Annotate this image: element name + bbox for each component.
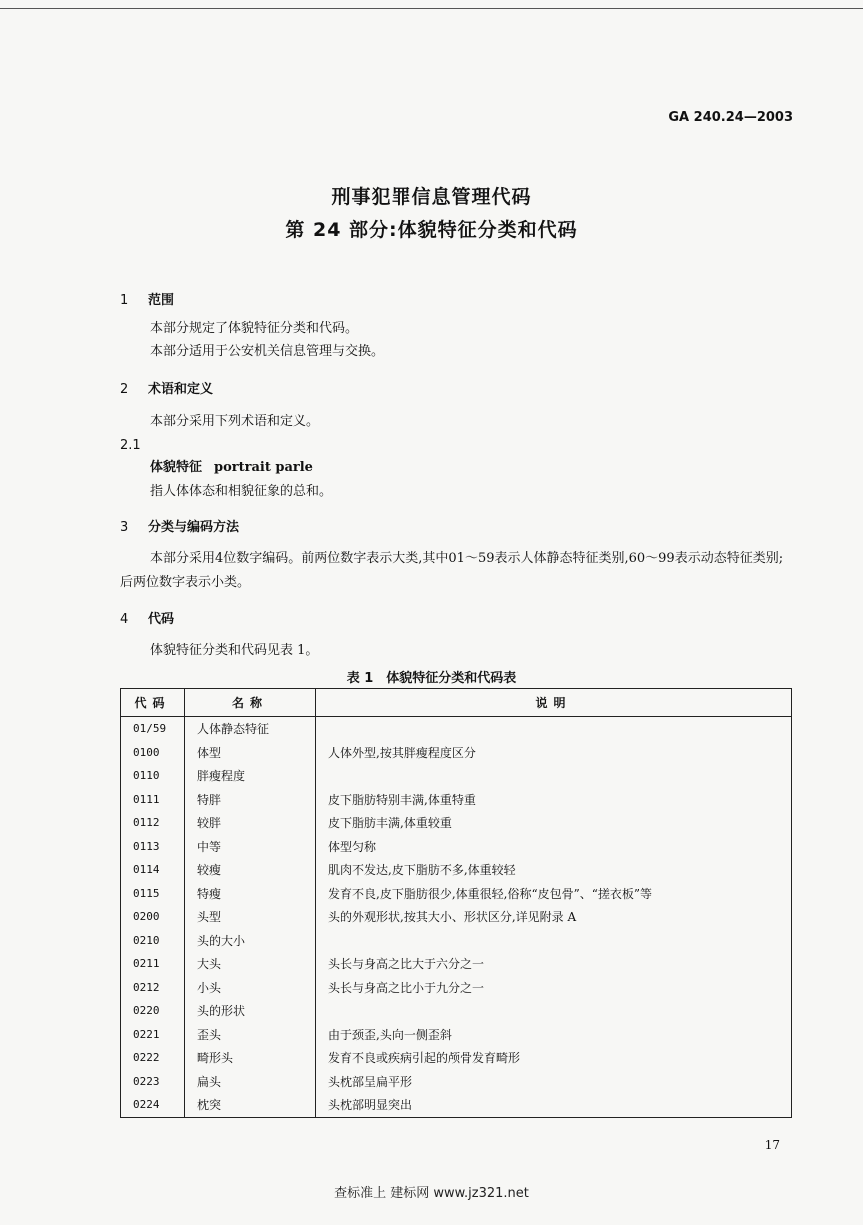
header-name: 名称 — [185, 689, 316, 717]
cell-name: 头型 — [185, 905, 316, 929]
cell-code: 0100 — [121, 741, 185, 765]
top-rule — [0, 8, 863, 9]
cell-code: 0200 — [121, 905, 185, 929]
cell-code: 0211 — [121, 952, 185, 976]
cell-description — [316, 764, 792, 788]
cell-description: 皮下脂肪特别丰满,体重特重 — [316, 788, 792, 812]
cell-code: 0114 — [121, 858, 185, 882]
cell-code: 0223 — [121, 1070, 185, 1094]
document-title-line1: 刑事犯罪信息管理代码 — [331, 186, 532, 208]
cell-code: 0220 — [121, 999, 185, 1023]
cell-description: 人体外型,按其胖瘦程度区分 — [316, 741, 792, 765]
table-row — [121, 741, 792, 765]
section-3-heading — [120, 516, 239, 535]
cell-code: 0111 — [121, 788, 185, 812]
table-row — [121, 882, 792, 906]
table-row — [121, 811, 792, 835]
cell-name: 特瘦 — [185, 882, 316, 906]
table-body — [121, 717, 792, 1118]
cell-name: 较瘦 — [185, 858, 316, 882]
term-english: portrait parle — [214, 460, 313, 475]
table-row — [121, 1046, 792, 1070]
cell-description: 头枕部呈扁平形 — [316, 1070, 792, 1094]
cell-code: 0222 — [121, 1046, 185, 1070]
table-row — [121, 952, 792, 976]
cell-code: 0224 — [121, 1093, 185, 1117]
cell-name: 胖瘦程度 — [185, 764, 316, 788]
cell-name: 扁头 — [185, 1070, 316, 1094]
section-number: 3 — [120, 520, 129, 535]
section-4-paragraph: 体貌特征分类和代码见表 1。 — [150, 643, 319, 658]
cell-description — [316, 717, 792, 741]
section-number: 4 — [120, 612, 129, 627]
cell-description: 发育不良,皮下脂肪很少,体重很轻,俗称“皮包骨”、“搓衣板”等 — [316, 882, 792, 906]
table-header-row — [121, 689, 792, 717]
section-2-heading — [120, 378, 213, 397]
cell-description: 由于颈歪,头向一侧歪斜 — [316, 1023, 792, 1047]
section-4-heading — [120, 608, 174, 627]
cell-code: 0212 — [121, 976, 185, 1000]
term-entry — [150, 458, 313, 478]
table-row — [121, 905, 792, 929]
section-1-heading — [120, 289, 174, 308]
header-description: 说明 — [316, 689, 792, 717]
cell-name: 枕突 — [185, 1093, 316, 1117]
cell-name: 歪头 — [185, 1023, 316, 1047]
cell-description: 体型匀称 — [316, 835, 792, 859]
table-row — [121, 717, 792, 741]
table-row — [121, 835, 792, 859]
table-caption: 表 1 体貌特征分类和代码表 — [346, 671, 517, 686]
cell-name: 头的形状 — [185, 999, 316, 1023]
cell-description: 头长与身高之比小于九分之一 — [316, 976, 792, 1000]
cell-name: 大头 — [185, 952, 316, 976]
cell-name: 小头 — [185, 976, 316, 1000]
cell-description: 头枕部明显突出 — [316, 1093, 792, 1117]
subsection-number: 2.1 — [120, 438, 141, 453]
cell-code: 0221 — [121, 1023, 185, 1047]
section-title: 范围 — [148, 293, 175, 308]
cell-description — [316, 929, 792, 953]
table-row — [121, 1093, 792, 1117]
section-3-paragraph: 本部分采用4位数字编码。前两位数字表示大类,其中01～59表示人体静态特征类别,60～99表示动态特征类别;后两位数字表示小类。 — [120, 551, 784, 590]
cell-name: 头的大小 — [185, 929, 316, 953]
section-title: 术语和定义 — [148, 382, 214, 397]
cell-name: 中等 — [185, 835, 316, 859]
standard-number: GA 240.24—2003 — [668, 110, 793, 125]
section-1-paragraph-2: 本部分适用于公安机关信息管理与交换。 — [150, 344, 385, 359]
table-row — [121, 929, 792, 953]
cell-name: 较胖 — [185, 811, 316, 835]
section-2-paragraph-1: 本部分采用下列术语和定义。 — [150, 414, 320, 429]
cell-code: 0115 — [121, 882, 185, 906]
cell-description — [316, 999, 792, 1023]
cell-description: 头长与身高之比大于六分之一 — [316, 952, 792, 976]
footer-watermark: 查标准上 建标网 www.jz321.net — [334, 1186, 529, 1201]
term-chinese: 体貌特征 — [150, 460, 203, 475]
table-row — [121, 976, 792, 1000]
cell-description: 头的外观形状,按其大小、形状区分,详见附录 A — [316, 905, 792, 929]
document-title-line2: 第 24 部分:体貌特征分类和代码 — [285, 219, 578, 241]
table-row — [121, 1070, 792, 1094]
cell-description: 肌肉不发达,皮下脂肪不多,体重较轻 — [316, 858, 792, 882]
cell-description: 发育不良或疾病引起的颅骨发育畸形 — [316, 1046, 792, 1070]
cell-code: 0210 — [121, 929, 185, 953]
cell-name: 体型 — [185, 741, 316, 765]
cell-code: 0113 — [121, 835, 185, 859]
term-definition: 指人体体态和相貌征象的总和。 — [150, 484, 333, 499]
section-title: 分类与编码方法 — [148, 520, 240, 535]
code-table — [120, 688, 792, 1118]
page-number: 17 — [764, 1138, 780, 1152]
cell-name: 畸形头 — [185, 1046, 316, 1070]
table-row — [121, 788, 792, 812]
table-row — [121, 858, 792, 882]
cell-description: 皮下脂肪丰满,体重较重 — [316, 811, 792, 835]
header-code: 代码 — [121, 689, 185, 717]
section-1-paragraph-1: 本部分规定了体貌特征分类和代码。 — [150, 321, 359, 336]
section-number: 2 — [120, 382, 129, 397]
section-number: 1 — [120, 293, 129, 308]
table-row — [121, 999, 792, 1023]
table-row — [121, 1023, 792, 1047]
table-row — [121, 764, 792, 788]
section-title: 代码 — [148, 612, 175, 627]
cell-name: 人体静态特征 — [185, 717, 316, 741]
cell-code: 0112 — [121, 811, 185, 835]
cell-name: 特胖 — [185, 788, 316, 812]
cell-code: 0110 — [121, 764, 185, 788]
cell-code: 01/59 — [121, 717, 185, 741]
